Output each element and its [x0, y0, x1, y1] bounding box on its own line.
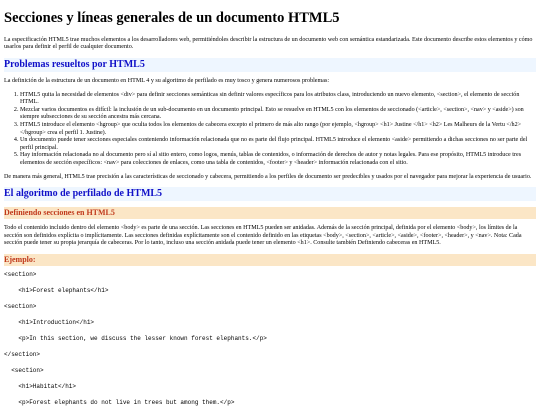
section-heading-problems: Problemas resueltos por HTML5	[4, 58, 536, 72]
list-item: 5. Hay información relacionada no al documento pero sí al sitio entero, como logos, menús, tablas de contenidos, o información de derechos de autor y notas legales. Para ese propósito, HTML5 introduce tres elementos de sección específicos: <nav> para colecciones de enlaces, como una tabla de contenidos, <footer> y <header> información relacionada con el sitio.	[20, 152, 536, 167]
defining-sections-paragraph: Todo el contenido incluido dentro del elemento <body> es parte de una sección. Las secciones en HTML5 pueden ser anidadas. Además de la sección principal, definida por el elemento <body>, los límites de la sección son definidos explícita o implícitamente. Las secciones definidas explícitamente son el contenido definido en las etiquetas <body>, <section>, <article>, <aside>, <footer>, <header>, y <nav>. Nota: Cada sección puede tener su propia jerarquía de cabeceras. Por lo tanto, incluso una sección anidada puede tener un elemento <h1>. Consulte también Definiendo cabeceras en HTML5.	[4, 225, 522, 247]
intro-paragraph: La especificación HTML5 trae muchos elementos a los desarrolladores web, permitiéndoles describir la estructura de un documento web con semántica estandarizada. Este documento describe estos elementos y cómo usarlos para definir el perfil de cualquier documento.	[4, 36, 533, 51]
page-title: Secciones y líneas generales de un documento HTML5	[4, 10, 340, 26]
problems-lead-paragraph: La definición de la estructura de un documento en HTML 4 y su algoritmo de perfilado es muy tosco y genera numerosos problemas:	[4, 77, 330, 84]
subsection-heading-defining-sections: Definiendo secciones en HTML5	[4, 207, 536, 219]
code-line	[4, 344, 536, 352]
code-line	[4, 376, 536, 384]
code-line: <p>In this section, we discuss the lesser known forest elephants.</p>	[4, 335, 267, 343]
problems-closing-paragraph: De manera más general, HTML5 trae precisión a las características de seccionado y cabecera, permitiendo a los perfiles de documento ser predecibles y usados por el navegador para mejorar la experiencia de usuario.	[4, 173, 532, 180]
code-line: <h1>Forest elephants</h1>	[4, 287, 109, 295]
code-line: <h1>Habitat</h1>	[4, 383, 77, 391]
problems-list	[4, 92, 536, 168]
code-line: <section>	[4, 303, 37, 311]
list-item: 2. Mezclar varios documentos es difícil: la inclusión de un sub-documento en un documento principal. Esto se resuelve en HTML5 con los elementos de seccionado (<article>, <section>, <nav> y <aside>) son siempre subsecciones de su sección ancestra más cercana.	[20, 107, 536, 122]
code-line: </section>	[4, 351, 41, 359]
list-item: 4. Un documento puede tener secciones especiales conteniendo información relacionada que no es parte del flujo principal. HTML5 introduce el elemento <aside> permitiendo a dichas secciones no ser parte del perfil principal.	[20, 137, 536, 152]
code-line	[4, 360, 536, 368]
code-line: <section>	[4, 367, 44, 375]
code-line: <section>	[4, 271, 37, 279]
list-item: 1. HTML5 quita la necesidad de elementos <div> para definir secciones semánticas sin definir valores específicos para los atributos class, introduciendo un nuevo elemento, <section>, el elemento de sección HTML.	[20, 92, 536, 107]
example-heading: Ejemplo:	[4, 254, 536, 266]
code-example	[4, 272, 536, 408]
code-line: <p>Forest elephants do not live in trees but among them.</p>	[4, 399, 235, 407]
code-line	[4, 296, 536, 304]
section-heading-algorithm: El algoritmo de perfilado de HTML5	[4, 187, 536, 201]
list-item: 3. HTML5 introduce el elemento <hgroup> que oculta todos los elementos de cabecera excepto el primero de más alto rango (por ejemplo, <hgroup> <h1> Justine </h1> <h2> Les Malheurs de la Vertu </h2></hgroup> crea el perfil 1. Justine).	[20, 122, 536, 137]
code-line: <h1>Introduction</h1>	[4, 319, 95, 327]
